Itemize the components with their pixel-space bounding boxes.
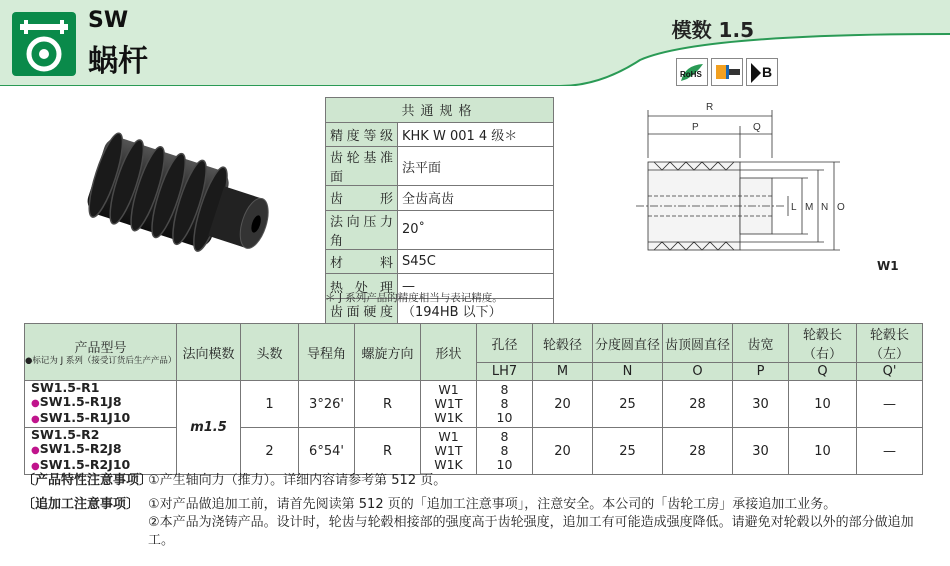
table-row [25, 428, 923, 475]
model-number: SW1.5-R2 [31, 427, 100, 442]
j-series-dot: ● [31, 398, 40, 409]
dim-r-label: R [706, 102, 714, 113]
spec-key: 热处理 [326, 274, 398, 299]
spec-value: （194HB 以下） [398, 298, 554, 323]
svg-text:RoHS: RoHS [680, 70, 702, 79]
spec-key: 精度等级 [326, 122, 398, 147]
note-title: 〔追加工注意事项〕 [22, 497, 140, 512]
model-number: ●SW1.5-R1J8 [31, 394, 122, 409]
pitch-dia-value: 25 [593, 428, 663, 475]
lead-angle-value: 3°26' [299, 381, 355, 428]
col-helix: 螺旋方向 [355, 324, 421, 381]
spec-row [326, 249, 554, 274]
note-title: 〔产品特性注意事项〕 [22, 473, 153, 488]
spec-footnote: ＊ J 系列产品的精度相当与表记精度。 [325, 292, 503, 304]
spec-value: — [398, 274, 554, 299]
spec-row [326, 122, 554, 147]
hub-len-l-value: — [857, 428, 923, 475]
pitch-dia-value: 25 [593, 381, 663, 428]
face-value: 30 [733, 381, 789, 428]
spec-key: 材料 [326, 249, 398, 274]
bore-list: 8 8 10 [477, 428, 533, 475]
dim-q-label: Q [753, 122, 761, 133]
product-code: SW [88, 8, 129, 33]
spec-key: 齿轮基准面 [326, 147, 398, 186]
notes-section [22, 472, 938, 556]
spec-value: S45C [398, 249, 554, 274]
col-face: 齿宽 [733, 324, 789, 363]
col-starts: 头数 [241, 324, 299, 381]
j-series-note: ●标记为 J 系列（接受订货后生产产品） [25, 356, 177, 366]
drawing-caption: W1 [877, 259, 899, 273]
spec-row [326, 186, 554, 211]
spec-row [326, 210, 554, 249]
w1-dimension-drawing [636, 98, 886, 268]
col-pitch-dia-symbol: N [593, 363, 663, 381]
dim-m-label: M [805, 202, 814, 213]
dim-o-label: O [837, 202, 845, 213]
col-hub-dia: 轮毂径 [533, 324, 593, 363]
helix-value: R [355, 428, 421, 475]
model-list [25, 428, 177, 475]
table-row [25, 381, 923, 428]
col-bore: 孔径 [477, 324, 533, 363]
col-shape: 形状 [421, 324, 477, 381]
dim-l-label: L [791, 202, 797, 213]
dim-n-label: N [821, 202, 829, 213]
hub-len-l-value: — [857, 381, 923, 428]
model-number: SW1.5-R1 [31, 380, 100, 395]
note-line: ①产生轴向力（推力）。详细内容请参考第 512 页。 [148, 473, 447, 488]
spec-row [326, 147, 554, 186]
col-tip-dia-symbol: O [663, 363, 733, 381]
starts-value: 1 [241, 381, 299, 428]
worm-gear-icon [12, 12, 76, 76]
col-tip-dia: 齿顶圆直径 [663, 324, 733, 363]
b-class-icon [746, 58, 778, 86]
col-hub-len-r-symbol: Q [789, 363, 857, 381]
gear-process-icon [711, 58, 743, 86]
bore-list: 8 8 10 [477, 381, 533, 428]
product-table [24, 323, 923, 475]
spec-value: 20˚ [398, 210, 554, 249]
spec-value: 全齿高齿 [398, 186, 554, 211]
spec-key: 齿面硬度 [326, 298, 398, 323]
note-product-characteristics [22, 472, 938, 490]
product-title: 蜗杆 [88, 44, 148, 79]
badge-row [676, 58, 778, 86]
col-bore-symbol: LH7 [477, 363, 533, 381]
col-face-symbol: P [733, 363, 789, 381]
col-hub-len-r: 轮毂长（右） [789, 324, 857, 363]
dim-p-label: P [692, 122, 699, 133]
spec-key: 法向压力角 [326, 210, 398, 249]
spec-value: 法平面 [398, 147, 554, 186]
rohs-icon [676, 58, 708, 86]
note-line: ②本产品为浇铸产品。设计时，轮齿与轮毂相接部的强度高于齿轮强度，追加工有可能造成强度降低。请避免对轮毂以外的部分做追加工。 [148, 515, 914, 548]
col-lead-angle: 导程角 [299, 324, 355, 381]
note-additional-machining [22, 496, 938, 550]
model-number: ●SW1.5-R1J10 [31, 410, 131, 425]
model-number: ●SW1.5-R2J8 [31, 441, 122, 456]
j-series-dot: ● [31, 414, 40, 425]
hub-dia-value: 20 [533, 428, 593, 475]
worm-product-photo [60, 110, 290, 300]
col-hub-dia-symbol: M [533, 363, 593, 381]
hub-dia-value: 20 [533, 381, 593, 428]
col-hub-len-l-symbol: Q' [857, 363, 923, 381]
shape-list: W1 W1T W1K [421, 381, 477, 428]
svg-text:B: B [762, 64, 773, 80]
model-number: ●SW1.5-R2J10 [31, 457, 131, 472]
col-product [25, 324, 177, 381]
module-value: m1.5 [177, 381, 241, 475]
spec-value: KHK W 001 4 级＊ [398, 122, 554, 147]
col-hub-len-l: 轮毂长（左） [857, 324, 923, 363]
module-label: 模数 1.5 [671, 18, 754, 42]
tip-dia-value: 28 [663, 428, 733, 475]
model-list [25, 381, 177, 428]
spec-key: 齿形 [326, 186, 398, 211]
spec-header: 共通规格 [326, 98, 554, 123]
j-series-dot: ● [31, 461, 40, 472]
tip-dia-value: 28 [663, 381, 733, 428]
col-pitch-dia: 分度圆直径 [593, 324, 663, 363]
face-value: 30 [733, 428, 789, 475]
hub-len-r-value: 10 [789, 428, 857, 475]
note-line: ①对产品做追加工前，请首先阅读第 512 页的「追加工注意事项」，注意安全。本公司的「齿轮工房」承接追加工业务。 [148, 497, 837, 512]
worm-category-logo [12, 12, 76, 76]
shape-list: W1 W1T W1K [421, 428, 477, 475]
col-product-label: 产品型号 [74, 341, 127, 356]
lead-angle-value: 6°54' [299, 428, 355, 475]
j-series-dot: ● [31, 445, 40, 456]
hub-len-r-value: 10 [789, 381, 857, 428]
starts-value: 2 [241, 428, 299, 475]
col-module: 法向模数 [177, 324, 241, 381]
helix-value: R [355, 381, 421, 428]
